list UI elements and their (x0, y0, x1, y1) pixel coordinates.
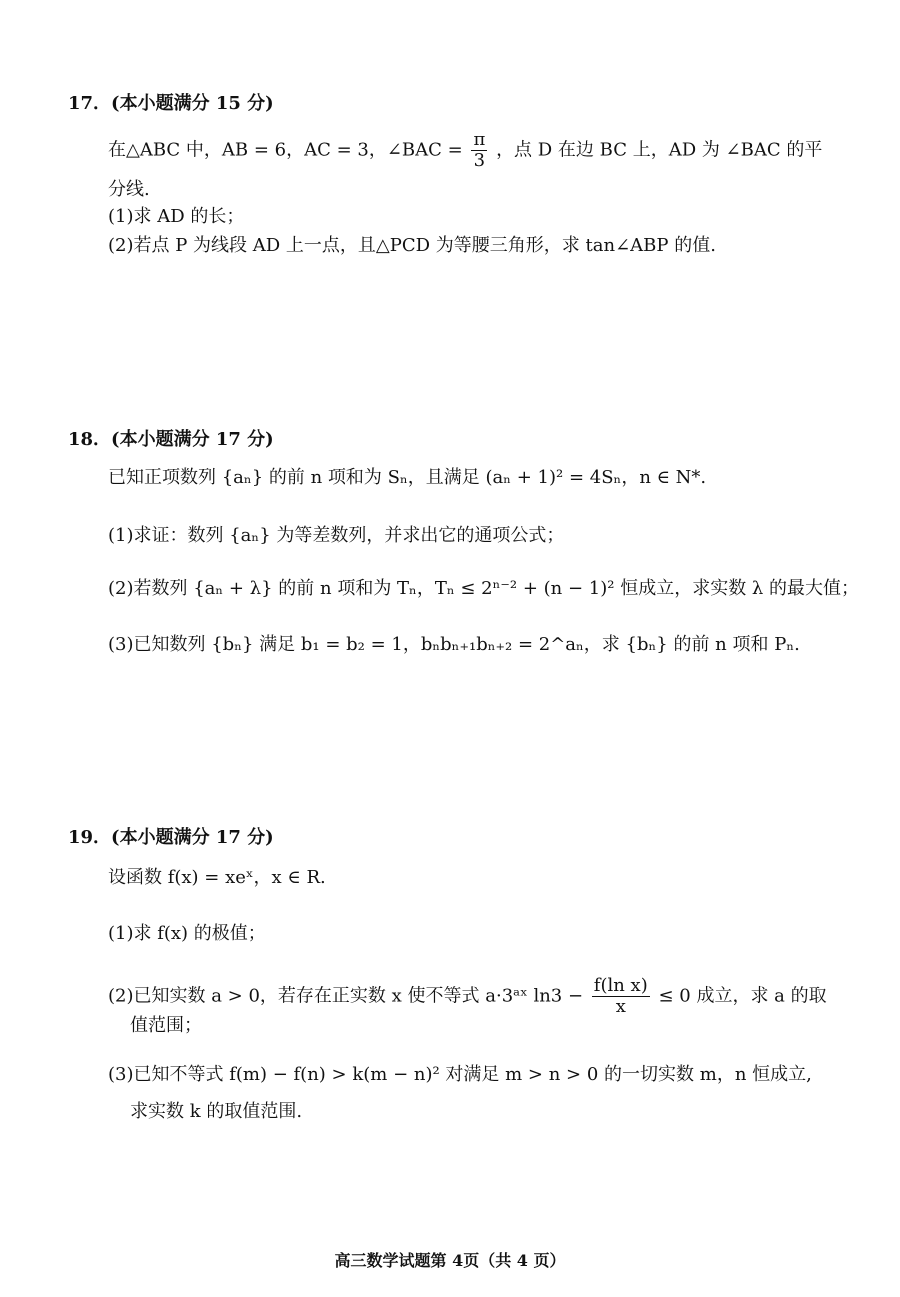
q17-frac-num: π (473, 129, 486, 150)
q17-line2: 分线. (108, 179, 150, 200)
q18-part1: (1)求证：数列 {aₙ} 为等差数列，并求出它的通项公式； (108, 525, 565, 546)
q19-part3-line1: (3)已知不等式 f(m) − f(n) > k(m − n)² 对满足 m > n > 0 的一切实数 m，n 恒成立, (108, 1064, 812, 1085)
q17-line1-text-a: 在△ABC 中，AB = 6，AC = 3，∠BAC = (108, 139, 463, 161)
q19-part1: (1)求 f(x) 的极值； (108, 923, 266, 944)
page-footer: 高三数学试题第 4页（共 4 页） (334, 1251, 566, 1270)
q17-header: 17．(本小题满分 15 分) (68, 93, 274, 114)
q17-fraction (471, 130, 487, 171)
q17-part1: (1)求 AD 的长； (108, 206, 245, 227)
q17-part2: (2)若点 P 为线段 AD 上一点，且△PCD 为等腰三角形，求 tan∠ABP 的值. (108, 235, 716, 256)
q17-frac-den: 3 (473, 150, 486, 171)
q19-fraction (592, 976, 650, 1017)
q19-part2-line1 (108, 976, 827, 1017)
q19-part2-text-b: ≤ 0 成立，求 a 的取 (658, 985, 827, 1007)
q19-line1: 设函数 f(x) = xeˣ，x ∈ R. (108, 867, 326, 888)
q19-part2-text-a: (2)已知实数 a > 0，若存在正实数 x 使不等式 a·3ᵃˣ ln3 − (108, 985, 584, 1007)
q19-part3-line2: 求实数 k 的取值范围. (130, 1101, 303, 1122)
q19-frac-den: x (615, 996, 626, 1017)
q19-part2-line2: 值范围； (130, 1015, 202, 1036)
q19-header: 19．(本小题满分 17 分) (68, 827, 274, 848)
q19-frac-num: f(ln x) (593, 975, 648, 996)
q18-part3: (3)已知数列 {bₙ} 满足 b₁ = b₂ = 1，bₙbₙ₊₁bₙ₊₂ = 2^aₙ，求 {bₙ} 的前 n 项和 Pₙ. (108, 634, 800, 655)
q18-line1: 已知正项数列 {aₙ} 的前 n 项和为 Sₙ，且满足 (aₙ + 1)² = 4Sₙ，n ∈ N*. (108, 467, 707, 488)
q17-line1 (108, 130, 822, 171)
q17-line1-text-b: ，点 D 在边 BC 上，AD 为 ∠BAC 的平 (496, 139, 823, 161)
q18-header: 18．(本小题满分 17 分) (68, 429, 274, 450)
q18-part2: (2)若数列 {aₙ + λ} 的前 n 项和为 Tₙ，Tₙ ≤ 2ⁿ⁻² + (n − 1)² 恒成立，求实数 λ 的最大值； (108, 578, 860, 599)
